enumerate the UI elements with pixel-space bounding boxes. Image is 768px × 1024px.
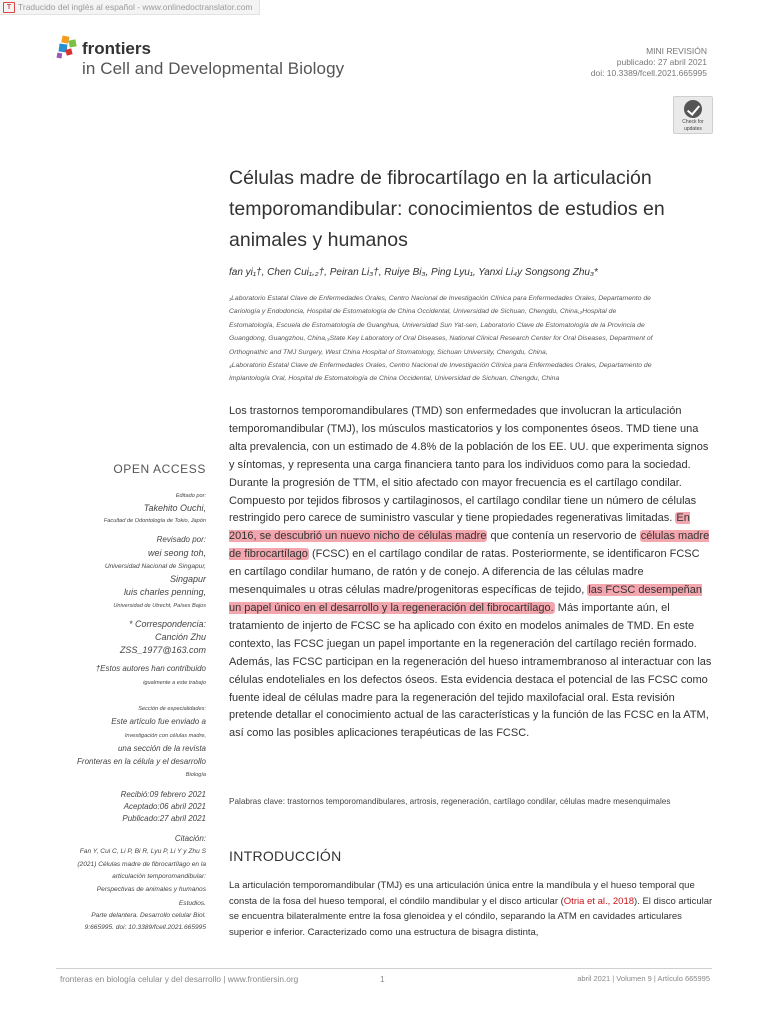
correspondence-label: * Correspondencia: — [128, 619, 206, 629]
footer-journal-link[interactable]: fronteras en biología celular y del desarrollo | www.frontiersin.org — [60, 974, 299, 984]
journal-name: frontiers — [82, 39, 151, 58]
specialty-text: Investigación con células madre, — [124, 733, 206, 739]
affiliation-line: Implantología Oral, Hospital de Estomatología de China Occidental, Universidad de Sichuan, Chengdu, China — [229, 375, 560, 383]
intro-text: ). El disco articular se encuentra bilateralmente entre la fosa glenoidea y el cóndilo, separando la ATM en cavidades articulares superior e inferior. Caracterizado como una estructura de bisagra distinta, — [229, 895, 713, 939]
open-access-label: OPEN ACCESS — [113, 462, 206, 476]
reviewer-name[interactable]: luis charles penning, — [123, 587, 206, 597]
reviewer-affiliation: Universidad de Utrecht, Países Bajos — [113, 603, 206, 609]
citation-line: Parte delantera. Desarrollo celular Biol. — [91, 912, 206, 919]
citation-line: Estudios. — [178, 900, 206, 907]
abstract — [229, 403, 713, 743]
page-number: 1 — [380, 974, 385, 984]
accepted-date: Aceptado:06 abril 2021 — [123, 802, 206, 811]
check-for-updates-button[interactable] — [673, 96, 713, 134]
citation-link[interactable]: Otria et al., 2018 — [563, 895, 635, 907]
reviewed-by-label: Revisado por: — [156, 535, 206, 544]
equal-contribution-note: †Estos autores han contribuido — [95, 664, 206, 673]
citation-line: articulación temporomandibular: — [112, 873, 206, 880]
article-meta — [591, 46, 707, 79]
introduction-heading: INTRODUCCIÓN — [229, 848, 342, 864]
abstract-text: (FCSC) en el cartílago condilar de ratas. Posteriormente, se identificaron FCSC en cartílago condilar humano, de ratón y de conejo. A diferencia de las células madre mesenquimales u otras células madre/progenitoras específicas de tejido, — [229, 548, 700, 597]
highlight[interactable]: células madre de fibrocartílago — [229, 530, 710, 561]
journal-section-2: Biología — [185, 772, 206, 778]
abstract-text: que contenía un reservorio de — [490, 530, 637, 543]
footer-article-info: abril 2021 | Volumen 9 | Artículo 665995 — [577, 974, 710, 983]
specialty-section-label: Sección de especialidades: — [138, 706, 206, 712]
keywords: Palabras clave: trastornos temporomandibulares, artrosis, regeneración, cartílago condilar, células madre mesenquimales — [229, 797, 671, 806]
affiliation-line: ₁Laboratorio Estatal Clave de Enfermedades Orales, Centro Nacional de Investigación Clínica para Enfermedades Orales, Departamento de — [229, 295, 651, 302]
citation-line: (2021) Células madre de fibrocartílago en la — [77, 861, 206, 868]
check-updates-label-1: Check for — [682, 119, 704, 125]
reviewer-country: Singapur — [169, 574, 206, 584]
doi[interactable]: doi: 10.3389/fcell.2021.665995 — [590, 68, 707, 78]
affiliations — [229, 292, 719, 386]
frontiers-logo-icon — [56, 34, 80, 62]
author-list: fan yi₁†, Chen Cui₁,₂†, Peiran Li₃†, Ruiye Bi₃, Ping Lyu₁, Yanxi Li₄y Songsong Zhu₃* — [229, 267, 598, 278]
journal-subtitle: in Cell and Developmental Biology — [82, 59, 345, 78]
edited-by-label: Editado por: — [175, 493, 206, 499]
article-type: MINI REVISIÓN — [646, 46, 707, 56]
citation-line[interactable]: 9:665995. doi: 10.3389/fcell.2021.665995 — [84, 924, 206, 931]
abstract-text: Más importante aún, el tratamiento de injerto de FCSC se ha aplicado con éxito en modelos animales de TMD. En este contexto, las FCSC juegan un papel importante en la regeneración del cartílago recién formado. Además, las FCSC participan en la regeneración del hueso intramembranoso al interactuar con las células endoteliales en los defectos óseos. Esta evidencia destaca el potencial de las FCSC como fuente ideal de células madre para la regeneración del tejido maxilofacial oral. Esta revisión pretende detallar el conocimiento actual de las características y la función de las FCSC en la ATM, así como las posibles aplicaciones terapéuticas de las FCSC. — [229, 601, 712, 740]
specialty-text: una sección de la revista — [117, 744, 206, 753]
affiliation-line: Orthognathic and TMJ Surgery, West China Hospital of Stomatology, Sichuan University, Chengdu, China, — [229, 348, 548, 356]
check-updates-icon — [684, 100, 702, 118]
footer-divider — [56, 968, 712, 969]
translator-bar[interactable] — [0, 0, 260, 15]
specialty-text: Este artículo fue enviado a — [111, 717, 206, 726]
published-date-sidebar: Publicado:27 abril 2021 — [122, 814, 206, 823]
published-date: publicado: 27 abril 2021 — [616, 57, 707, 67]
journal-section: Fronteras en la célula y el desarrollo — [77, 757, 206, 766]
translator-text: Traducido del inglés al español - www.onlinedoctranslator.com — [18, 2, 253, 12]
highlight[interactable]: las FCSC desempeñan un papel único en el desarrollo y la regeneración del fibrocartílago. — [229, 584, 703, 614]
highlight[interactable]: En 2016, se descubrió un nuevo nicho de células madre — [229, 512, 690, 543]
correspondence-name: Canción Zhu — [154, 632, 206, 642]
citation-line: Fan Y, Cui C, Li P, Bi R, Lyu P, Li Y y Zhu S — [79, 848, 206, 855]
introduction-paragraph — [229, 878, 715, 941]
abstract-text: Los trastornos temporomandibulares (TMD) son enfermedades que involucran la articulación temporomandibular (TMJ), los músculos masticatorios y los componentes óseos. TMD tiene una alta prevalencia, con un estimado de 4.8% de la población de los EE. UU. que experimenta signos y síntomas, y representa una carga financiera tanto para los individuos como para la sociedad. Durante la progresión de TTM, el sitio afectado con mayor frecuencia es el cartílago condilar. Compuesto por tejidos fibrosos y cartilaginosos, el cartílago condilar tiene un número de células restringido pero carece de suministro vascular y tiene propiedades regenerativas limitadas. — [229, 405, 709, 525]
affiliation-line: Cariología y Endodoncia, Hospital de Estomatología de China Occidental, Universidad de Sichuan, Chengdu, China,₂Hospital de — [229, 308, 617, 316]
article-title: Células madre de fibrocartílago en la articulación temporomandibular: conocimientos de estudios en animales y humanos — [229, 167, 665, 251]
reviewer-name[interactable]: wei seong toh, — [147, 548, 206, 558]
equal-contribution-note-2: igualmente a este trabajo — [143, 680, 206, 686]
check-updates-label-2: updates — [684, 126, 702, 132]
affiliation-line: ₄Laboratorio Estatal Clave de Enfermedades Orales, Centro Nacional de Investigación Clínica para Enfermedades Orales, Departamento de — [229, 362, 652, 370]
intro-text: La articulación temporomandibular (TMJ) es una articulación única entre la mandíbula y el hueso temporal que consta de la fosa del hueso temporal, el cóndilo mandibular y el disco articular ( — [229, 880, 695, 907]
citation-line: Perspectivas de animales y humanos — [96, 886, 206, 893]
affiliation-line: Estomatología, Escuela de Estomatología de Guanghua, Universidad Sun Yat-sen, Laboratorio Clave de Estomatología de la Provincia de — [229, 321, 645, 329]
received-date: Recibió:09 febrero 2021 — [120, 790, 206, 799]
affiliation-line: Guangdong, Guangzhou, China,₃State Key Laboratory of Oral Diseases, National Clinical Research Center for Oral Diseases, Department of — [229, 335, 653, 343]
translate-icon: T — [3, 2, 15, 13]
citation-label: Citación: — [174, 834, 206, 843]
reviewer-affiliation: Universidad Nacional de Singapur, — [104, 563, 206, 570]
editor-name[interactable]: Takehito Ouchi, — [143, 503, 206, 513]
editor-affiliation: Facultad de Odontología de Tokio, Japón — [103, 518, 206, 524]
correspondence-email[interactable]: ZSS_1977@163.com — [119, 645, 206, 655]
